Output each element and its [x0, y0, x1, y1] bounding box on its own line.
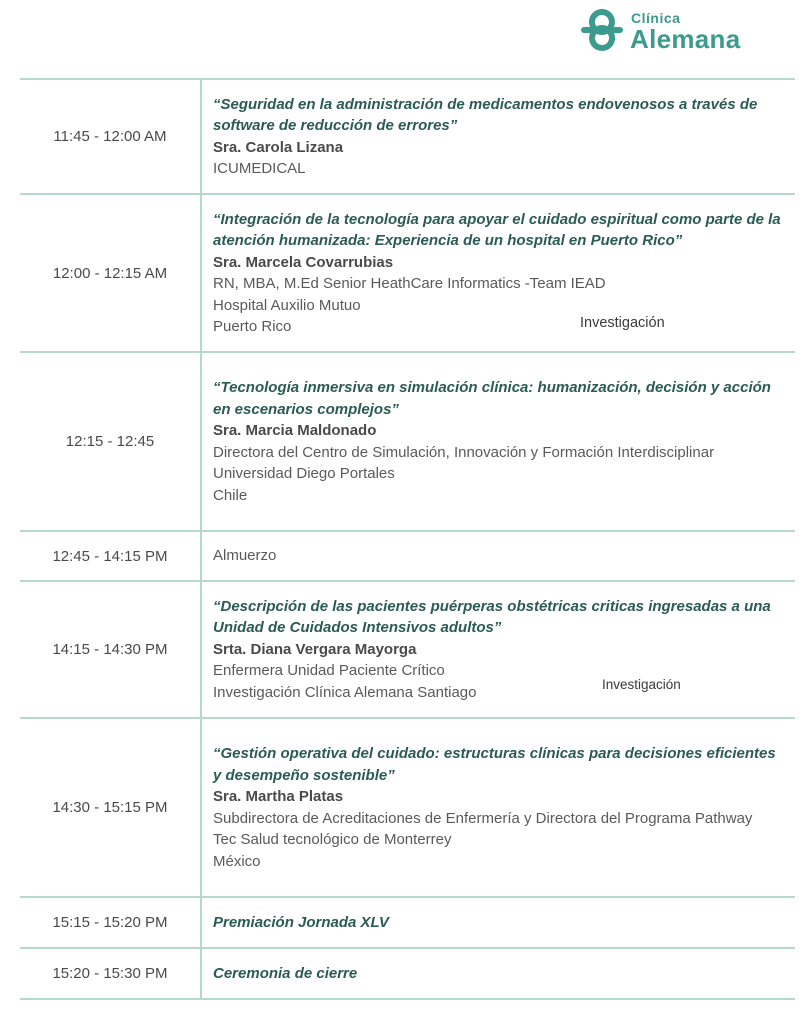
session-title: “Integración de la tecnología para apoyar el cuidado espiritual como parte de la atención humanizada: Experiencia de un hospital en Puerto Rico”: [213, 210, 781, 249]
schedule-row: [20, 195, 795, 353]
speaker-detail: ICUMEDICAL: [213, 160, 306, 177]
speaker-detail: Puerto Rico: [213, 318, 292, 335]
session-content: [202, 719, 795, 896]
session-content: [202, 532, 795, 580]
speaker-detail: Tec Salud tecnológico de Monterrey: [213, 831, 452, 848]
session-title: “Seguridad en la administración de medicamentos endovenosos a través de software de reducción de errores”: [213, 95, 758, 134]
time-slot: 15:15 - 15:20 PM: [20, 898, 202, 947]
time-slot: 12:45 - 14:15 PM: [20, 532, 202, 580]
speaker-name: Sra. Marcia Maldonado: [213, 422, 377, 439]
speaker-detail: Chile: [213, 486, 248, 504]
schedule-row: [20, 353, 795, 532]
schedule-row: [20, 80, 795, 195]
time-slot: 12:15 - 12:45: [20, 353, 202, 530]
time-slot: 14:15 - 14:30 PM: [20, 582, 202, 717]
break-label: Almuerzo: [213, 547, 277, 565]
speaker-name: Sra. Carola Lizana: [213, 138, 344, 156]
schedule-row: [20, 582, 795, 719]
session-content: [202, 195, 795, 351]
schedule-row: [20, 719, 795, 898]
program-schedule-table: [20, 78, 795, 1000]
session-content: [202, 353, 795, 530]
speaker-name: Sra. Martha Platas: [213, 788, 344, 805]
speaker-detail: RN, MBA, M.Ed Senior HeathCare Informatics -Team IEAD: [213, 275, 606, 292]
speaker-name: Sra. Marcela Covarrubias: [213, 253, 394, 271]
time-slot: 12:00 - 12:15 AM: [20, 195, 202, 351]
speaker-detail: México: [213, 852, 261, 870]
logo-word-alemana: Alemana: [630, 24, 741, 54]
speaker-detail: Enfermera Unidad Paciente Crítico: [213, 662, 445, 680]
speaker-detail: Subdirectora de Acreditaciones de Enfermería y Directora del Programa Pathway: [213, 809, 753, 827]
event-label: Premiación Jornada XLV: [213, 913, 389, 931]
clinica-alemana-logo-icon: [576, 6, 628, 54]
session-content: [202, 898, 795, 947]
session-title: “Descripción de las pacientes puérperas obstétricas criticas ingresadas a una Unidad de Cuidados Intensivos adultos”: [213, 597, 771, 637]
category-tag: Investigación: [580, 315, 665, 331]
event-label: Ceremonia de cierre: [213, 964, 358, 982]
logo-word-clinica: Clínica: [631, 10, 681, 26]
time-slot: 14:30 - 15:15 PM: [20, 719, 202, 896]
session-content: [202, 582, 795, 717]
clinica-alemana-logo: [576, 4, 786, 56]
speaker-detail: Investigación Clínica Alemana Santiago: [213, 683, 477, 701]
session-content: [202, 80, 795, 193]
schedule-row: [20, 898, 795, 949]
category-tag: Investigación: [602, 677, 681, 692]
schedule-row: [20, 949, 795, 1000]
speaker-detail: Universidad Diego Portales: [213, 465, 395, 482]
session-title: “Gestión operativa del cuidado: estructuras clínicas para decisiones eficientes y desempeño sostenible”: [213, 745, 776, 784]
time-slot: 15:20 - 15:30 PM: [20, 949, 202, 998]
session-content: [202, 949, 795, 998]
speaker-detail: Directora del Centro de Simulación, Innovación y Formación Interdisciplinar: [213, 443, 715, 461]
time-slot: 11:45 - 12:00 AM: [20, 80, 202, 193]
session-title: “Tecnología inmersiva en simulación clínica: humanización, decisión y acción en escenarios complejos”: [213, 379, 771, 418]
schedule-row: [20, 532, 795, 582]
speaker-detail: Hospital Auxilio Mutuo: [213, 296, 361, 314]
speaker-name: Srta. Diana Vergara Mayorga: [213, 640, 417, 658]
